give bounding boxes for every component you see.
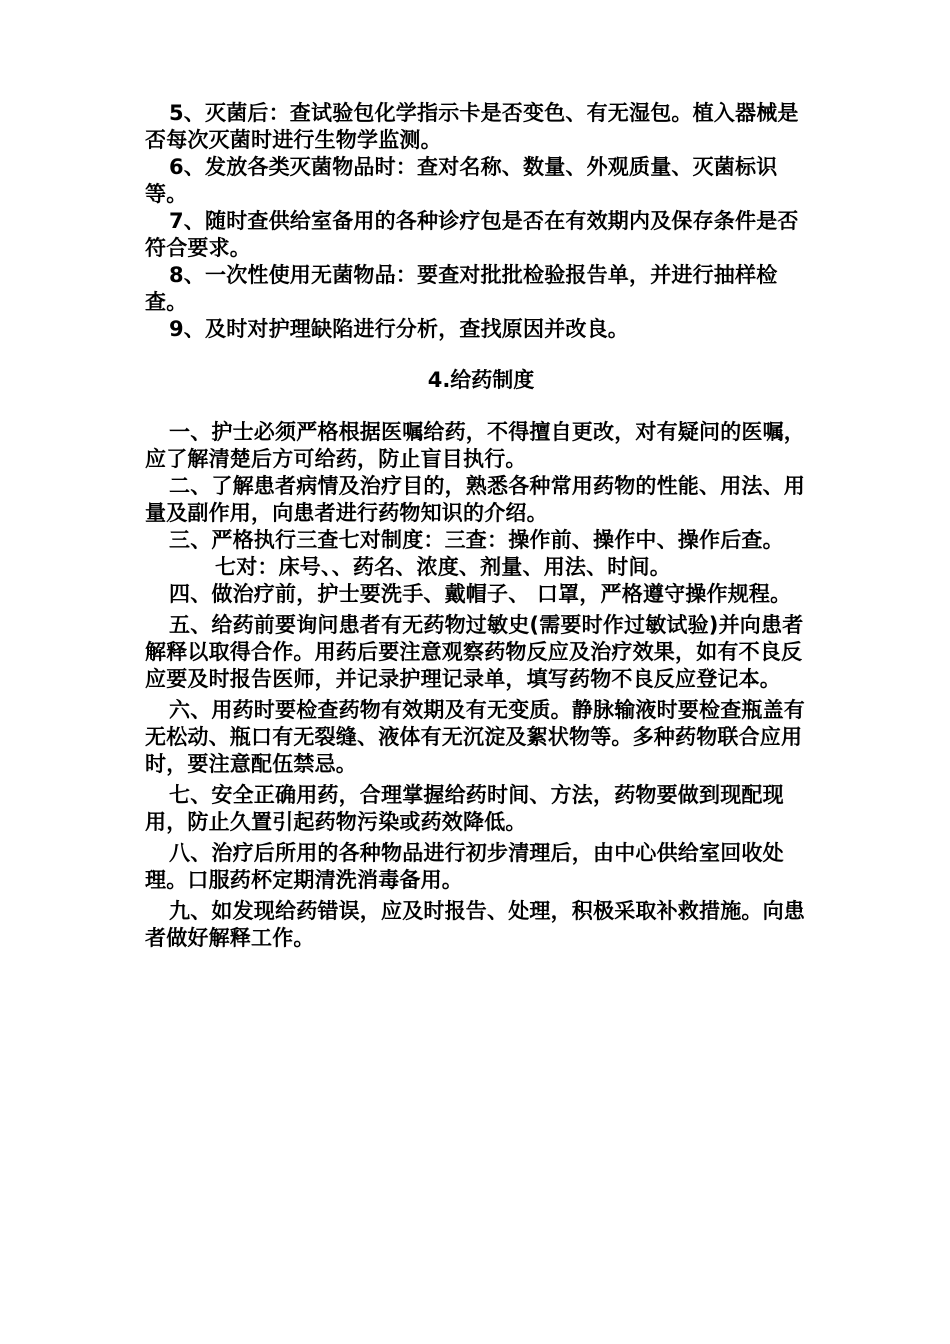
document-page bbox=[145, 100, 817, 952]
paragraph-item-5: 5、灭菌后：查试验包化学指示卡是否变色、有无湿包。植入器械是否每次灭菌时进行生物学监测。 bbox=[145, 101, 799, 152]
paragraph-item-seven: 七、安全正确用药，合理掌握给药时间、方法，药物要做到现配现用，防止久置引起药物污染或药效降低。 bbox=[145, 783, 784, 834]
paragraph-item-9: 9、及时对护理缺陷进行分析，查找原因并改良。 bbox=[169, 317, 630, 341]
paragraph-item-7: 7、随时查供给室备用的各种诊疗包是否在有效期内及保存条件是否符合要求。 bbox=[145, 209, 799, 260]
paragraph-item-five: 五、给药前要询问患者有无药物过敏史(需要时作过敏试验)并向患者解释以取得合作。用药后要注意观察药物反应及治疗效果，如有不良反应要及时报告医师，并记录护理记录单，填写药物不良反应登记本。 bbox=[145, 613, 804, 691]
section-sterilization-checks bbox=[145, 100, 817, 343]
paragraph-item-eight: 八、治疗后所用的各种物品进行初步清理后，由中心供给室回收处理。口服药杯定期清洗消毒备用。 bbox=[145, 841, 784, 892]
paragraph-item-three-subline: 七对：床号、、药名、浓度、剂量、用法、时间。 bbox=[215, 555, 671, 579]
paragraph-item-six: 六、用药时要检查药物有效期及有无变质。静脉输液时要检查瓶盖有无松动、瓶口有无裂缝、液体有无沉淀及絮状物等。多种药物联合应用时，要注意配伍禁忌。 bbox=[145, 698, 805, 776]
paragraph-item-two: 二、了解患者病情及治疗目的，熟悉各种常用药物的性能、用法、用量及副作用，向患者进行药物知识的介绍。 bbox=[145, 474, 805, 525]
paragraph-item-nine: 九、如发现给药错误，应及时报告、处理，积极采取补救措施。向患者做好解释工作。 bbox=[145, 899, 805, 950]
paragraph-item-one: 一、护士必须严格根据医嘱给药，不得擅自更改，对有疑问的医嘱，应了解清楚后方可给药，防止盲目执行。 bbox=[145, 420, 805, 471]
paragraph-item-four: 四、做治疗前，护士要洗手、戴帽子、 口罩，严格遵守操作规程。 bbox=[169, 582, 792, 606]
paragraph-item-three: 三、严格执行三查七对制度：三查：操作前、操作中、操作后查。 bbox=[169, 528, 784, 552]
paragraph-item-6: 6、发放各类灭菌物品时：查对名称、数量、外观质量、灭菌标识等。 bbox=[145, 155, 778, 206]
paragraph-item-8: 8、一次性使用无菌物品：要查对批批检验报告单，并进行抽样检查。 bbox=[145, 263, 778, 314]
section-medication-policy bbox=[145, 419, 817, 952]
section-title-medication-policy: 4.给药制度 bbox=[427, 368, 535, 392]
